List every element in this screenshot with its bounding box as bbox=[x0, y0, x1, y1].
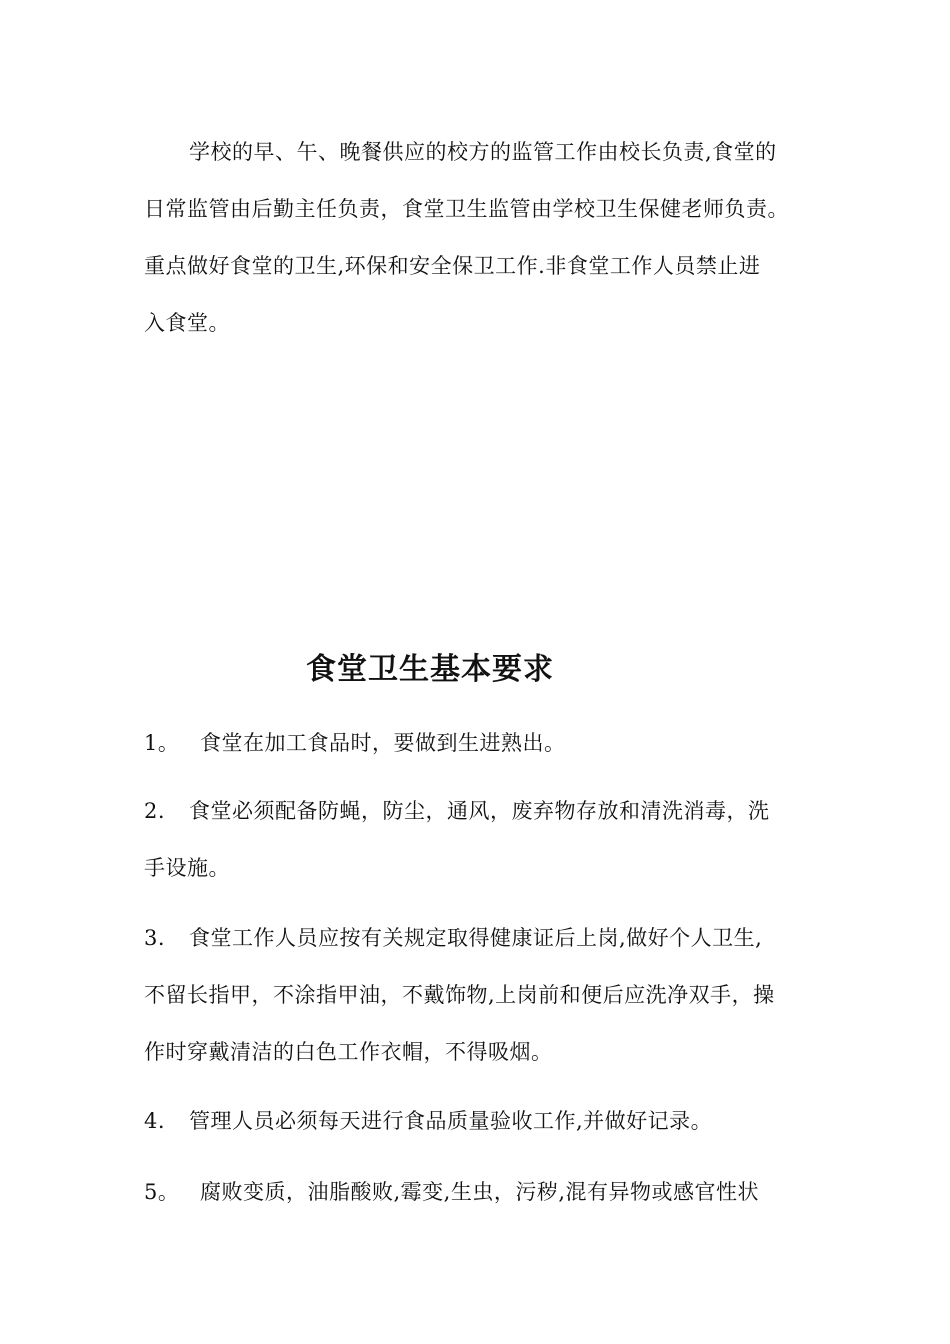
list-item-4 bbox=[144, 1106, 824, 1136]
list-item-number: 5。 bbox=[144, 1180, 180, 1204]
list-item-number: 3. bbox=[144, 926, 166, 950]
intro-line-2: 日常监管由后勤主任负责，食堂卫生监管由学校卫生保健老师负责。 bbox=[144, 197, 789, 221]
list-item-3-continuation: 作时穿戴清洁的白色工作衣帽，不得吸烟。 bbox=[144, 1040, 553, 1064]
list-item-2 bbox=[144, 796, 824, 826]
intro-line-4: 入食堂。 bbox=[144, 311, 230, 335]
section-title: 食堂卫生基本要求 bbox=[306, 652, 554, 687]
list-item-2-continuation: 手设施。 bbox=[144, 856, 230, 880]
intro-line-1: 学校的早、午、晚餐供应的校方的监管工作由校长负责,食堂的 bbox=[189, 140, 777, 164]
list-item-3 bbox=[144, 923, 824, 953]
list-item-text: 食堂在加工食品时，要做到生进熟出。 bbox=[200, 731, 566, 755]
list-item-text: 食堂必须配备防蝇，防尘，通风，废弃物存放和清洗消毒，洗 bbox=[189, 799, 770, 823]
list-item-text: 食堂工作人员应按有关规定取得健康证后上岗,做好个人卫生, bbox=[189, 926, 763, 950]
intro-line-3: 重点做好食堂的卫生,环保和安全保卫工作.非食堂工作人员禁止进 bbox=[144, 254, 761, 278]
list-item-text: 腐败变质，油脂酸败,霉变,生虫，污秽,混有异物或感官性状 bbox=[200, 1180, 760, 1204]
list-item-number: 1。 bbox=[144, 731, 180, 755]
list-item-1 bbox=[144, 728, 824, 758]
list-item-3-continuation: 不留长指甲，不涂指甲油，不戴饰物,上岗前和便后应洗净双手，操 bbox=[144, 983, 775, 1007]
list-item-number: 4. bbox=[144, 1109, 166, 1133]
list-item-5 bbox=[144, 1177, 824, 1207]
list-item-number: 2. bbox=[144, 799, 166, 823]
list-item-text: 管理人员必须每天进行食品质量验收工作,并做好记录。 bbox=[189, 1109, 713, 1133]
